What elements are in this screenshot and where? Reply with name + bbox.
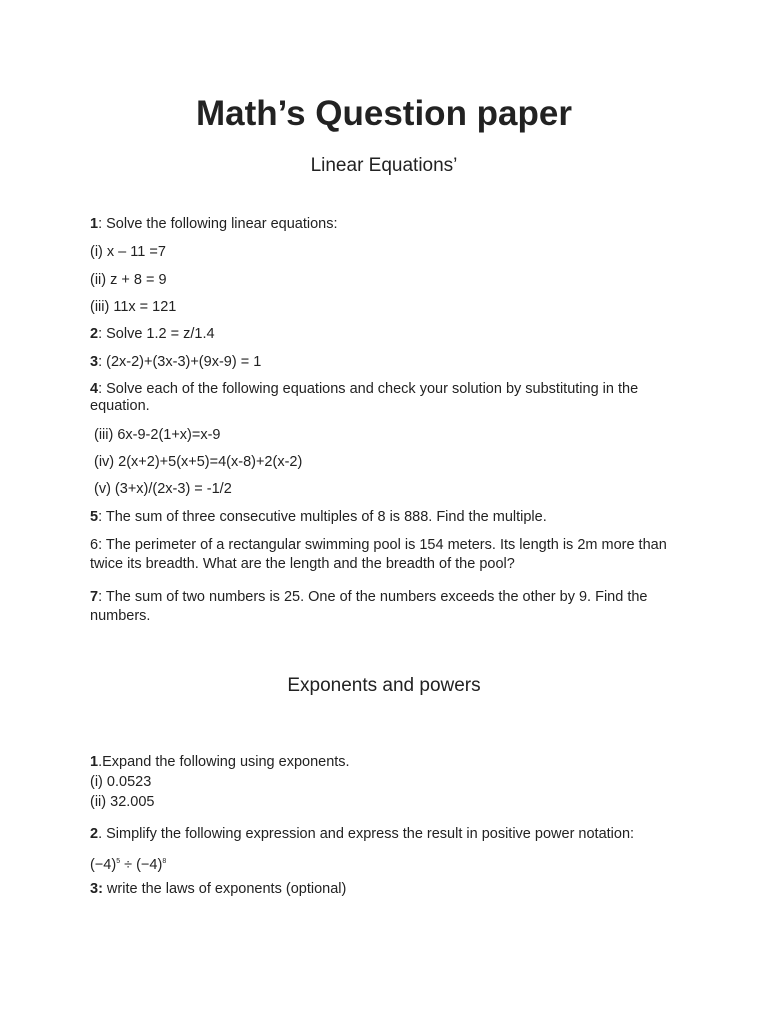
question-text: write the laws of exponents (optional) xyxy=(102,881,347,897)
expression-exponent-1: 5 xyxy=(116,858,121,865)
question-2 xyxy=(90,325,690,344)
question-text: : Solve each of the following equations and check your solution by substituting in the equation. xyxy=(90,381,639,414)
question-1-part-ii: (ii) z + 8 = 9 xyxy=(90,272,167,288)
exp-question-3 xyxy=(90,880,690,899)
question-number: 7 xyxy=(90,589,99,605)
question-1 xyxy=(90,215,690,234)
question-number: 3: xyxy=(90,881,103,897)
page-title: Math’s Question paper xyxy=(196,94,572,133)
question-1-part-iii: (iii) 11x = 121 xyxy=(90,299,177,315)
question-5 xyxy=(90,508,690,527)
section-heading-exponents: Exponents and powers xyxy=(287,675,481,696)
question-text: : The sum of three consecutive multiples of 8 is 888. Find the multiple. xyxy=(98,509,547,525)
expression-operator: ÷ xyxy=(120,857,137,873)
question-text: : The sum of two numbers is 25. One of the numbers exceeds the other by 9. Find the numbers. xyxy=(90,589,648,624)
question-4 xyxy=(90,381,680,415)
question-4-part-v: (v) (3+x)/(2x-3) = -1/2 xyxy=(94,481,232,497)
question-7 xyxy=(90,588,680,626)
question-number: 1 xyxy=(90,216,99,232)
exp-question-1-part-ii: (ii) 32.005 xyxy=(90,794,155,810)
question-text: . Simplify the following expression and express the result in positive power notation: xyxy=(98,826,635,842)
question-number: 2 xyxy=(90,326,99,342)
question-3 xyxy=(90,353,690,372)
question-text: : Solve the following linear equations: xyxy=(98,216,338,232)
question-number: 4 xyxy=(90,381,99,397)
exponent-expression xyxy=(90,852,690,875)
section-heading-linear-equations: Linear Equations’ xyxy=(310,155,458,176)
question-text: : Solve 1.2 = z/1.4 xyxy=(98,326,215,342)
question-number: 1 xyxy=(90,754,99,770)
question-text: .Expand the following using exponents. xyxy=(98,754,350,770)
exp-question-1 xyxy=(90,753,690,772)
question-4-part-iii: (iii) 6x-9-2(1+x)=x-9 xyxy=(94,427,221,443)
question-4-part-iv: (iv) 2(x+2)+5(x+5)=4(x-8)+2(x-2) xyxy=(94,454,303,470)
question-text: : (2x-2)+(3x-3)+(9x-9) = 1 xyxy=(98,354,262,370)
question-number: 3 xyxy=(90,354,99,370)
question-1-part-i: (i) x – 11 =7 xyxy=(90,244,166,260)
expression-exponent-2: 8 xyxy=(162,858,167,865)
expression-base-2: (−4) xyxy=(136,857,163,873)
question-number: 2 xyxy=(90,826,99,842)
question-number: 5 xyxy=(90,509,99,525)
question-6: 6: The perimeter of a rectangular swimming pool is 154 meters. Its length is 2m more than twice its breadth. What are the length and the breadth of the pool? xyxy=(90,537,667,572)
exp-question-2 xyxy=(90,825,690,844)
expression-base-1: (−4) xyxy=(90,857,117,873)
exp-question-1-part-i: (i) 0.0523 xyxy=(90,774,152,790)
